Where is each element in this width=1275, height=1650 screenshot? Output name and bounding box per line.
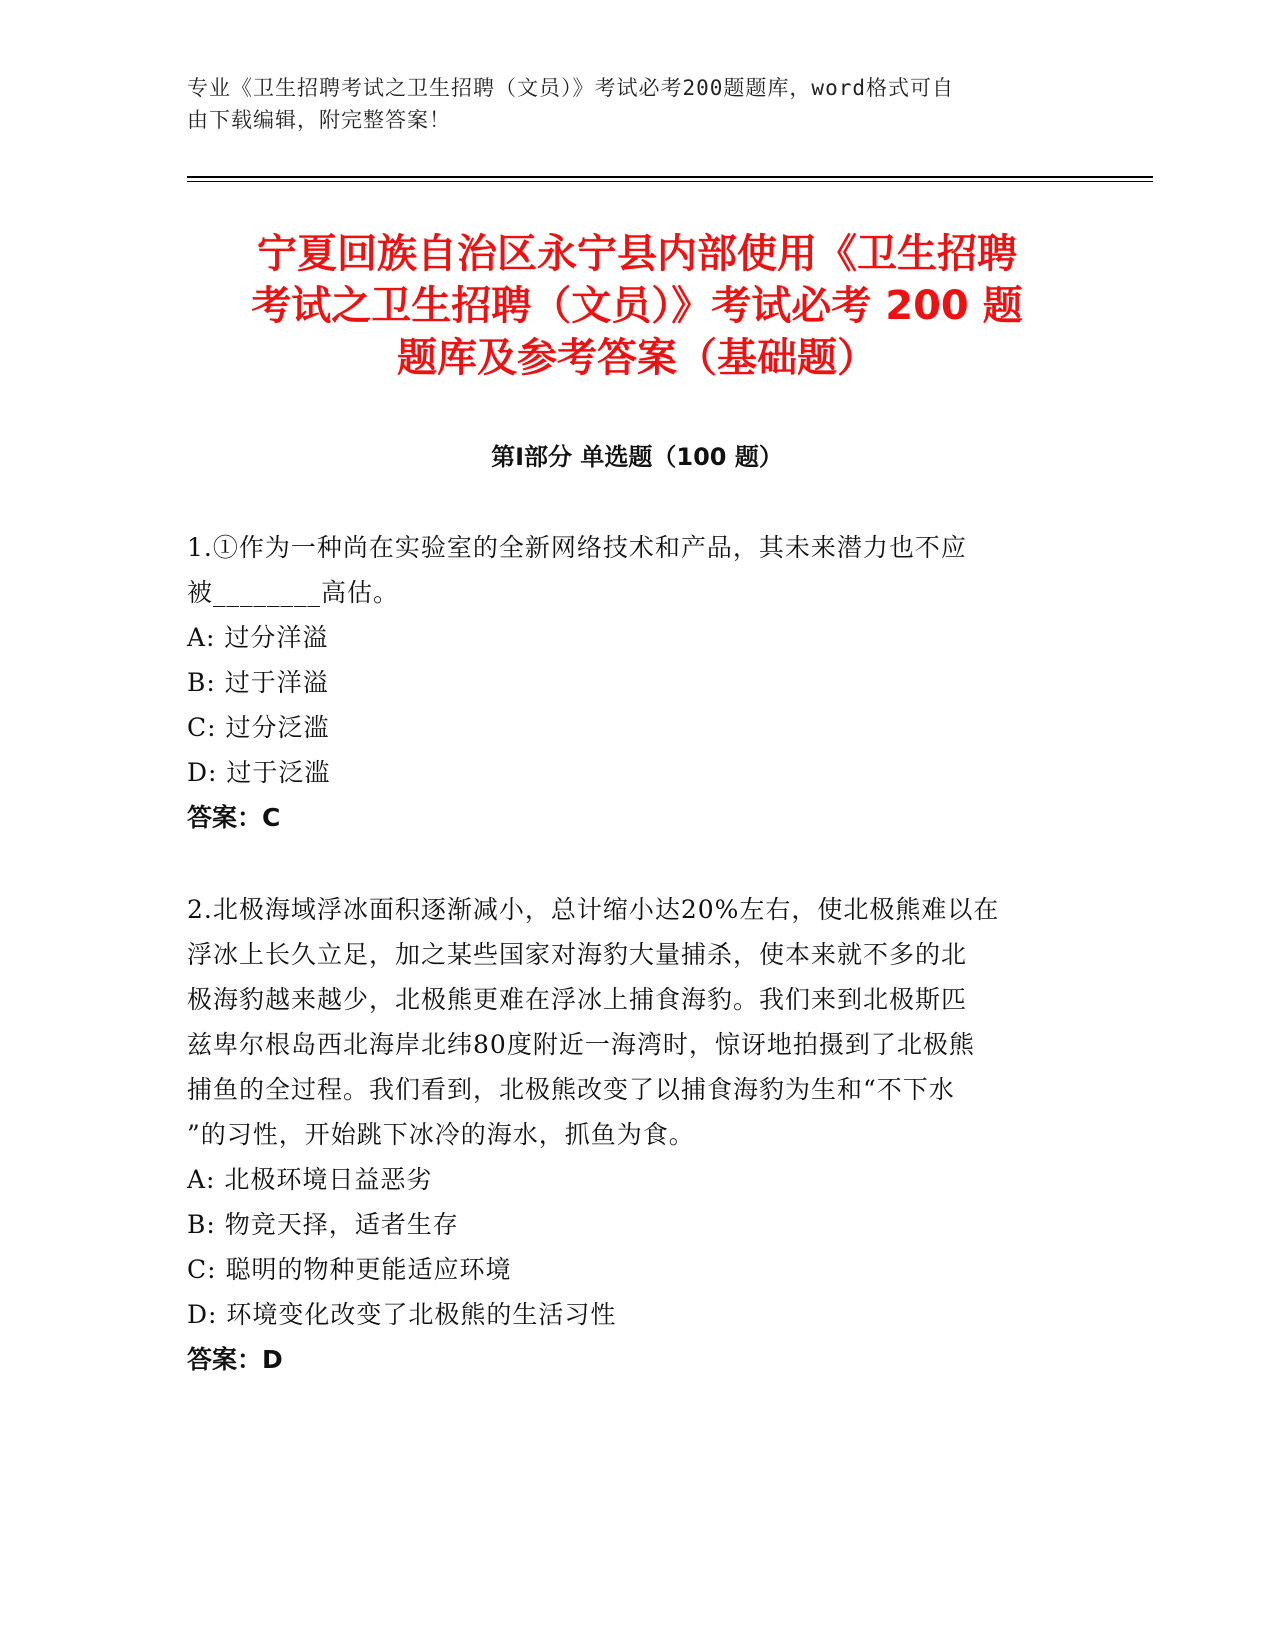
header-note-line: 专业《卫生招聘考试之卫生招聘（文员）》考试必考200题题库，word格式可自 — [187, 76, 954, 100]
header-divider-thin — [187, 181, 1153, 182]
question-text: 1.①作为一种尚在实验室的全新网络技术和产品，其未来潜力也不应 — [187, 533, 967, 562]
question-text: 兹卑尔根岛西北海岸北纬80度附近一海湾时，惊讶地拍摄到了北极熊 — [187, 1030, 975, 1059]
section-heading: 第Ⅰ部分 单选题（100 题） — [491, 443, 783, 471]
answer: 答案：D — [187, 1345, 283, 1374]
question-1 — [187, 525, 1087, 840]
header-note-line: 由下载编辑，附完整答案！ — [187, 108, 451, 132]
option-d: D: 过于泛滥 — [187, 758, 331, 787]
question-text: 浮冰上长久立足，加之某些国家对海豹大量捕杀，使本来就不多的北 — [187, 940, 968, 969]
option-b: B: 物竞天择，适者生存 — [187, 1210, 459, 1239]
question-2 — [187, 887, 1087, 1382]
title-line: 考试之卫生招聘（文员）》考试必考 200 题 — [251, 283, 1023, 329]
option-d: D: 环境变化改变了北极熊的生活习性 — [187, 1300, 617, 1329]
question-text: 2.北极海域浮冰面积逐渐减小，总计缩小达20%左右，使北极熊难以在 — [187, 895, 1000, 924]
answer: 答案：C — [187, 803, 281, 832]
option-c: C: 聪明的物种更能适应环境 — [187, 1255, 512, 1284]
option-c: C: 过分泛滥 — [187, 713, 330, 742]
title-line: 题库及参考答案（基础题） — [397, 335, 877, 381]
option-b: B: 过于洋溢 — [187, 668, 329, 697]
document-title — [187, 228, 1087, 384]
question-text: 极海豹越来越少，北极熊更难在浮冰上捕食海豹。我们来到北极斯匹 — [187, 985, 968, 1014]
question-text: 被________高估。 — [187, 578, 400, 607]
title-line: 宁夏回族自治区永宁县内部使用《卫生招聘 — [257, 231, 1017, 277]
question-text: ”的习性，开始跳下冰冷的海水，抓鱼为食。 — [187, 1120, 695, 1149]
header-note — [187, 72, 1087, 136]
question-text: 捕鱼的全过程。我们看到，北极熊改变了以捕食海豹为生和“不下水 — [187, 1075, 955, 1104]
option-a: A: 过分洋溢 — [187, 623, 329, 652]
option-a: A: 北极环境日益恶劣 — [187, 1165, 433, 1194]
header-divider — [187, 176, 1153, 178]
